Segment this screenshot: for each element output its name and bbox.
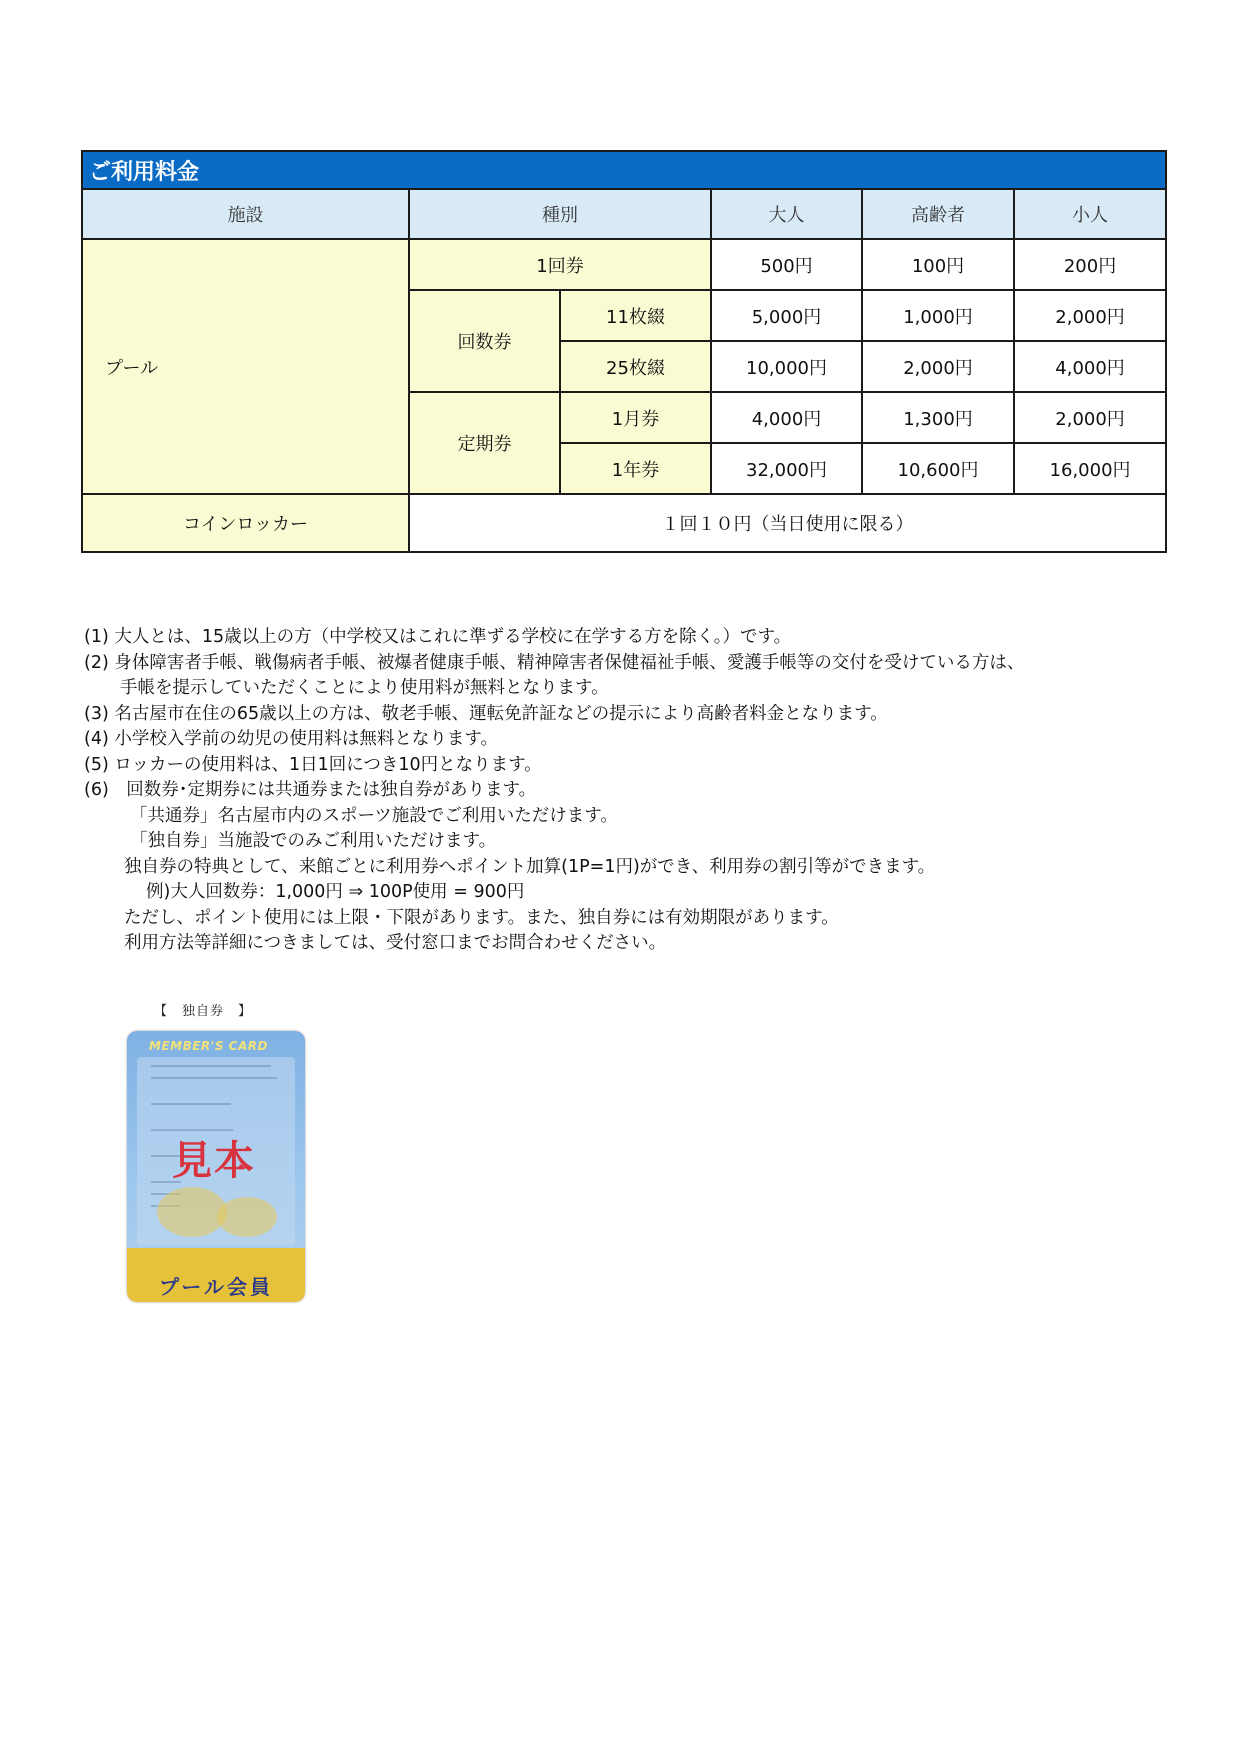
- coupon-label: 回数券: [409, 290, 560, 392]
- card-footer: プール会員: [159, 1275, 273, 1299]
- note-6-common: 「共通券」名古屋市内のスポーツ施設でご利用いただけます。: [130, 805, 618, 826]
- coupon-11-child-price: 2,000円: [1014, 290, 1166, 341]
- coupon-25-senior-price: 2,000円: [862, 341, 1014, 392]
- card-wave-art: [157, 1187, 227, 1237]
- note-4: (4) 小学校入学前の幼児の使用料は無料となります。: [84, 729, 498, 749]
- pass-month-adult-price: 4,000円: [711, 392, 862, 443]
- single-child-price: 200円: [1014, 239, 1166, 290]
- note-6: (6) 回数券･定期券には共通券または独自券があります。: [84, 780, 537, 800]
- pass-label: 定期券: [409, 392, 560, 494]
- coupon-25-label: 25枚綴: [560, 341, 711, 392]
- header-category: 種別: [409, 189, 711, 239]
- header-child: 小人: [1014, 189, 1166, 239]
- pass-month-senior-price: 1,300円: [862, 392, 1014, 443]
- pool-label: プール: [82, 239, 409, 494]
- single-ticket-label: 1回券: [409, 239, 711, 290]
- single-senior-price: 100円: [862, 239, 1014, 290]
- sample-stamp: 見本: [172, 1138, 256, 1184]
- note-2: (2) 身体障害者手帳、戦傷病者手帳、被爆者健康手帳、精神障害者保健福祉手帳、愛護手帳等の交付を受けている方は、: [84, 652, 1025, 673]
- card-wave-art: [217, 1197, 277, 1237]
- pass-month-child-price: 2,000円: [1014, 392, 1166, 443]
- fee-table: [81, 150, 1167, 553]
- note-6-example: 例)大人回数券：1,000円 ⇒ 100P使用 = 900円: [146, 882, 525, 902]
- pass-year-senior-price: 10,600円: [862, 443, 1014, 494]
- coupon-11-senior-price: 1,000円: [862, 290, 1014, 341]
- note-6-inquiry: 利用方法等詳細につきましては、受付窓口までお問合わせください。: [124, 933, 667, 953]
- note-2-cont: 手帳を提示していただくことにより使用料が無料となります。: [120, 678, 609, 698]
- locker-label: コインロッカー: [82, 494, 409, 552]
- notes-section: [84, 625, 1184, 957]
- note-6-benefit: 独自券の特典として、来館ごとに利用券へポイント加算(1P=1円)ができ、利用券の割引等ができます。: [124, 856, 936, 877]
- coupon-25-adult-price: 10,000円: [711, 341, 862, 392]
- note-6-own: 「独自券」当施設でのみご利用いただけます。: [130, 831, 497, 851]
- header-senior: 高齢者: [862, 189, 1014, 239]
- card-line: [151, 1077, 277, 1079]
- coupon-11-label: 11枚綴: [560, 290, 711, 341]
- table-title: ご利用料金: [82, 151, 1166, 189]
- member-card-image: [127, 1031, 305, 1302]
- card-line: [151, 1103, 231, 1105]
- pass-year-child-price: 16,000円: [1014, 443, 1166, 494]
- header-facility: 施設: [82, 189, 409, 239]
- note-3: (3) 名古屋市在住の65歳以上の方は、敬老手帳、運転免許証などの提示により高齢者料金となります。: [84, 703, 888, 724]
- pass-month-label: 1月券: [560, 392, 711, 443]
- header-adult: 大人: [711, 189, 862, 239]
- pass-year-label: 1年券: [560, 443, 711, 494]
- note-1: (1) 大人とは、15歳以上の方（中学校又はこれに準ずる学校に在学する方を除く。）です。: [84, 627, 792, 647]
- coupon-11-adult-price: 5,000円: [711, 290, 862, 341]
- pass-year-adult-price: 32,000円: [711, 443, 862, 494]
- card-line: [151, 1065, 271, 1067]
- note-6-limit: ただし、ポイント使用には上限・下限があります。また、独自券には有効期限があります。: [124, 907, 839, 928]
- single-adult-price: 500円: [711, 239, 862, 290]
- card-caption: 【 独自券 】: [154, 1004, 253, 1019]
- coupon-25-child-price: 4,000円: [1014, 341, 1166, 392]
- card-header: MEMBER'S CARD: [149, 1039, 268, 1053]
- note-5: (5) ロッカーの使用料は、1日1回につき10円となります。: [84, 754, 542, 775]
- locker-price: １回１０円（当日使用に限る）: [409, 494, 1166, 552]
